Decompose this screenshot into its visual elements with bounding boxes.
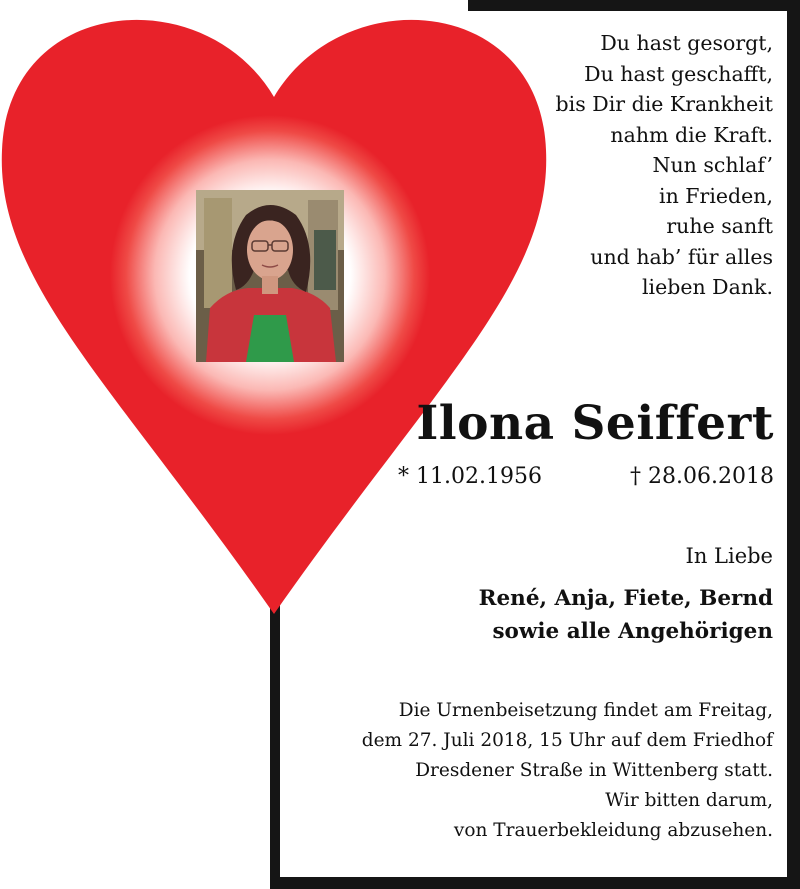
portrait-photo — [196, 190, 344, 362]
poem-line: Du hast geschafft, — [584, 61, 773, 86]
in-liebe-intro: In Liebe — [685, 544, 773, 568]
deceased-name: Ilona Seiffert — [416, 396, 774, 451]
notice-line: Dresdener Straße in Wittenberg statt. — [415, 760, 773, 781]
poem-line: und hab’ für alles — [590, 244, 773, 269]
mourners — [479, 582, 773, 648]
mourner-relatives: sowie alle Angehörigen — [492, 619, 773, 644]
birth-date: * 11.02.1956 — [398, 464, 542, 489]
frame-right — [787, 0, 800, 889]
burial-notice — [362, 696, 773, 846]
death-date: † 28.06.2018 — [630, 464, 774, 489]
notice-line: dem 27. Juli 2018, 15 Uhr auf dem Friedhof — [361, 730, 773, 751]
notice-line: Wir bitten darum, — [605, 790, 773, 811]
poem-line: bis Dir die Krankheit — [555, 92, 773, 116]
poem-line: nahm die Kraft. — [610, 122, 773, 147]
poem-line: Du hast gesorgt, — [600, 31, 773, 55]
poem-line: in Frieden, — [659, 183, 773, 208]
mourner-names: René, Anja, Fiete, Bernd — [478, 586, 773, 611]
poem-line: Nun schlaf’ — [652, 153, 773, 177]
poem-line: ruhe sanft — [666, 214, 773, 238]
poem — [556, 28, 773, 303]
poem-line: lieben Dank. — [641, 275, 773, 299]
notice-line: von Trauerbekleidung abzusehen. — [453, 820, 773, 841]
frame-bottom — [270, 877, 800, 889]
notice-line: Die Urnenbeisetzung findet am Freitag, — [398, 700, 773, 721]
